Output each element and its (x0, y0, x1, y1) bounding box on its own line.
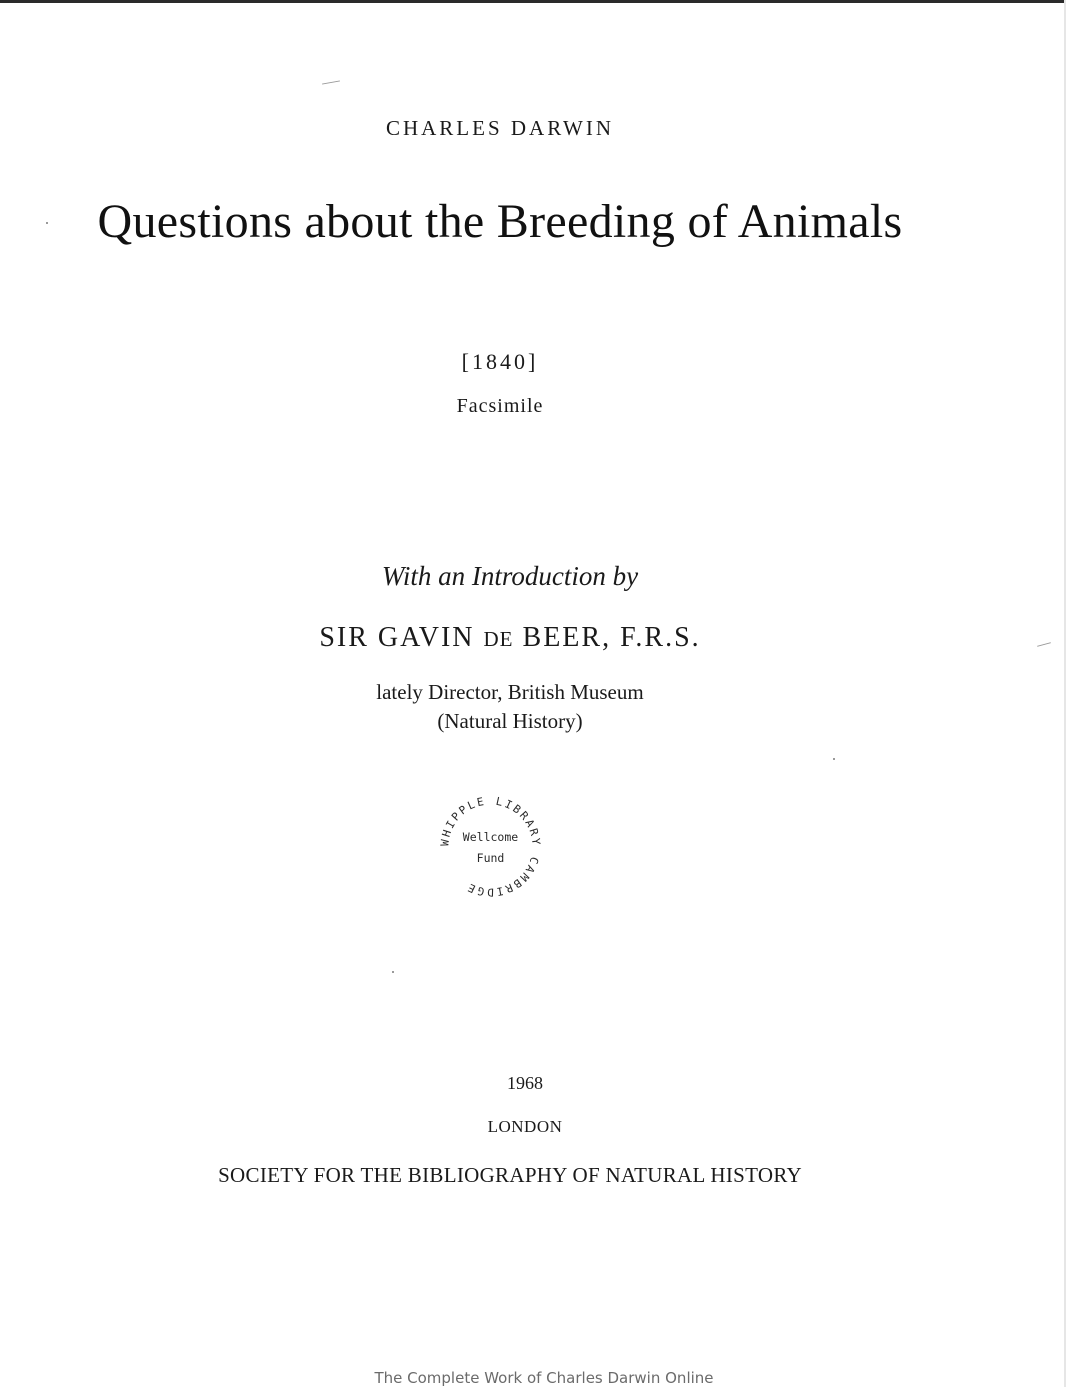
editor-name (10, 622, 1010, 654)
edition-note: Facsimile (456, 395, 544, 417)
publisher-name: SOCIETY FOR THE BIBLIOGRAPHY OF NATURAL HISTORY (218, 1163, 802, 1187)
editor-name-first: SIR GAVIN (319, 622, 484, 653)
scan-speck (322, 80, 340, 84)
publication-year: 1968 (507, 1073, 543, 1093)
editor-position: lately Director, British Museum (376, 680, 644, 704)
stamp-center-line-2: Fund (476, 851, 505, 865)
author-name: CHARLES DARWIN (385, 116, 615, 140)
editor-institution: (Natural History) (437, 709, 583, 733)
publication-city: LONDON (487, 1117, 563, 1136)
library-stamp (433, 789, 548, 904)
stamp-ring-path: WHIPPLE LIBRARY CAMBRIDGE (438, 794, 543, 899)
page-top-border (0, 0, 1066, 3)
original-year: [1840] (461, 349, 539, 374)
site-watermark: The Complete Work of Charles Darwin Online (374, 1369, 714, 1387)
editor-name-particle: DE (483, 627, 514, 651)
scan-speck (833, 758, 835, 760)
stamp-ring-text (438, 794, 542, 898)
scan-speck (1037, 642, 1051, 647)
scan-speck (392, 971, 394, 973)
stamp-center-line-1: Wellcome (462, 830, 519, 844)
introduction-line: With an Introduction by (381, 561, 639, 591)
book-title: Questions about the Breeding of Animals (97, 195, 903, 248)
editor-name-last: BEER, F.R.S. (513, 622, 701, 653)
